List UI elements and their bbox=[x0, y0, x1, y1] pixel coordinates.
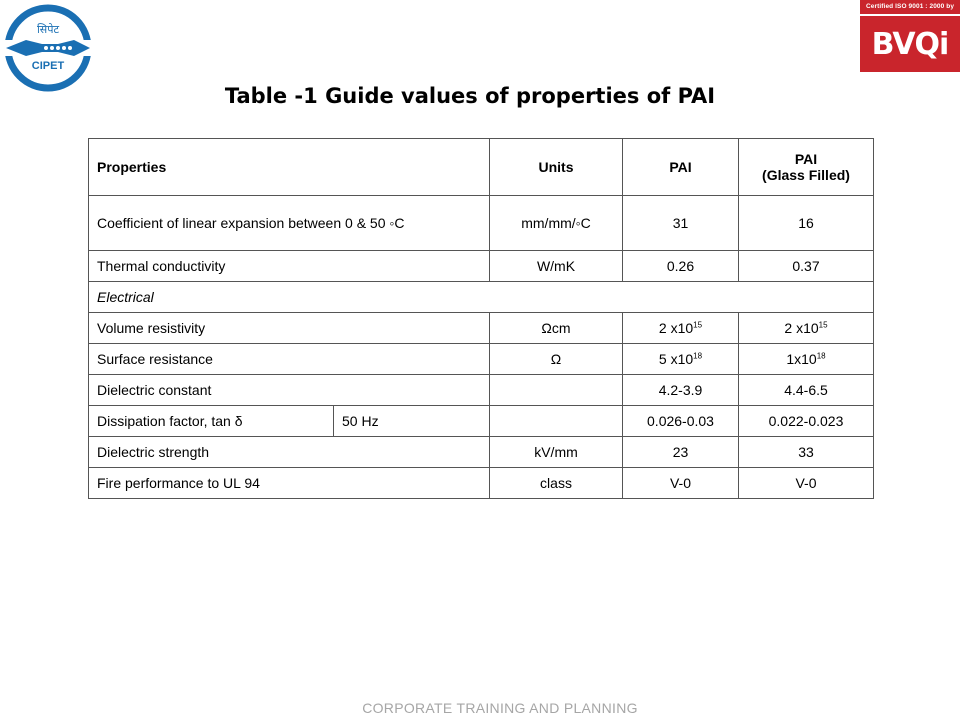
cell-property: Dielectric constant bbox=[89, 375, 490, 406]
value-exponent: 15 bbox=[818, 320, 828, 330]
bvqi-mark: BVQi bbox=[860, 16, 960, 72]
section-electrical: Electrical bbox=[89, 282, 874, 313]
cell-pai: V-0 bbox=[623, 468, 739, 499]
table-row bbox=[89, 344, 874, 375]
cell-pai-gf: 16 bbox=[739, 196, 874, 251]
value-base: 2 x10 bbox=[658, 320, 694, 336]
cipet-logo-text: CIPET bbox=[31, 60, 65, 72]
cell-pai: 4.2-3.9 bbox=[623, 375, 739, 406]
table-row bbox=[89, 196, 874, 251]
value-exponent: 18 bbox=[693, 351, 703, 361]
header-units: Units bbox=[490, 139, 623, 196]
header-pai-glass-filled bbox=[739, 139, 874, 196]
cipet-logo-hindi: सिपेट bbox=[36, 23, 60, 36]
cell-pai-gf: 0.022-0.023 bbox=[739, 406, 874, 437]
header-pai-gf-line1: PAI bbox=[794, 151, 818, 167]
cell-unit bbox=[490, 375, 623, 406]
cell-pai: 0.026-0.03 bbox=[623, 406, 739, 437]
cell-property: Coefficient of linear expansion between 0 & 50 ◦C bbox=[89, 196, 490, 251]
cell-pai bbox=[623, 344, 739, 375]
cell-property: Surface resistance bbox=[89, 344, 490, 375]
table-row bbox=[89, 406, 874, 437]
cell-pai-gf bbox=[739, 344, 874, 375]
cell-property: Thermal conductivity bbox=[89, 251, 490, 282]
cell-pai-gf bbox=[739, 313, 874, 344]
cell-condition: 50 Hz bbox=[334, 406, 490, 437]
cell-property: Dissipation factor, tan δ bbox=[89, 406, 334, 437]
cell-pai: 0.26 bbox=[623, 251, 739, 282]
header-properties: Properties bbox=[89, 139, 490, 196]
cell-pai-gf: V-0 bbox=[739, 468, 874, 499]
cell-pai: 31 bbox=[623, 196, 739, 251]
page-title: Table -1 Guide values of properties of PAI bbox=[224, 84, 716, 108]
table-row bbox=[89, 437, 874, 468]
cell-property: Volume resistivity bbox=[89, 313, 490, 344]
bvqi-logo bbox=[860, 0, 960, 72]
cell-unit: Ω bbox=[490, 344, 623, 375]
cell-unit: W/mK bbox=[490, 251, 623, 282]
cell-unit: class bbox=[490, 468, 623, 499]
certification-text: Certified ISO 9001 : 2000 by bbox=[860, 0, 960, 14]
cell-unit: Ωcm bbox=[490, 313, 623, 344]
value-base: 1x10 bbox=[786, 351, 817, 367]
table-row bbox=[89, 468, 874, 499]
table-row bbox=[89, 251, 874, 282]
cell-pai: 23 bbox=[623, 437, 739, 468]
cell-property: Fire performance to UL 94 bbox=[89, 468, 490, 499]
cell-pai-gf: 0.37 bbox=[739, 251, 874, 282]
table-row bbox=[89, 375, 874, 406]
cell-pai bbox=[623, 313, 739, 344]
cell-pai-gf: 33 bbox=[739, 437, 874, 468]
table-section-row bbox=[89, 282, 874, 313]
table-row bbox=[89, 313, 874, 344]
value-exponent: 15 bbox=[693, 320, 703, 330]
cell-pai-gf: 4.4-6.5 bbox=[739, 375, 874, 406]
cell-property: Dielectric strength bbox=[89, 437, 490, 468]
value-base: 2 x10 bbox=[784, 320, 819, 336]
cipet-logo bbox=[2, 2, 94, 94]
footer-text: CORPORATE TRAINING AND PLANNING bbox=[362, 700, 638, 716]
value-base: 5 x10 bbox=[658, 351, 694, 367]
cell-unit bbox=[490, 406, 623, 437]
table-header-row bbox=[89, 139, 874, 196]
properties-table bbox=[88, 138, 874, 499]
cell-unit: mm/mm/◦C bbox=[490, 196, 623, 251]
header-pai-gf-line2: (Glass Filled) bbox=[762, 167, 850, 183]
cell-unit: kV/mm bbox=[490, 437, 623, 468]
value-exponent: 18 bbox=[816, 351, 826, 361]
header-pai: PAI bbox=[623, 139, 739, 196]
